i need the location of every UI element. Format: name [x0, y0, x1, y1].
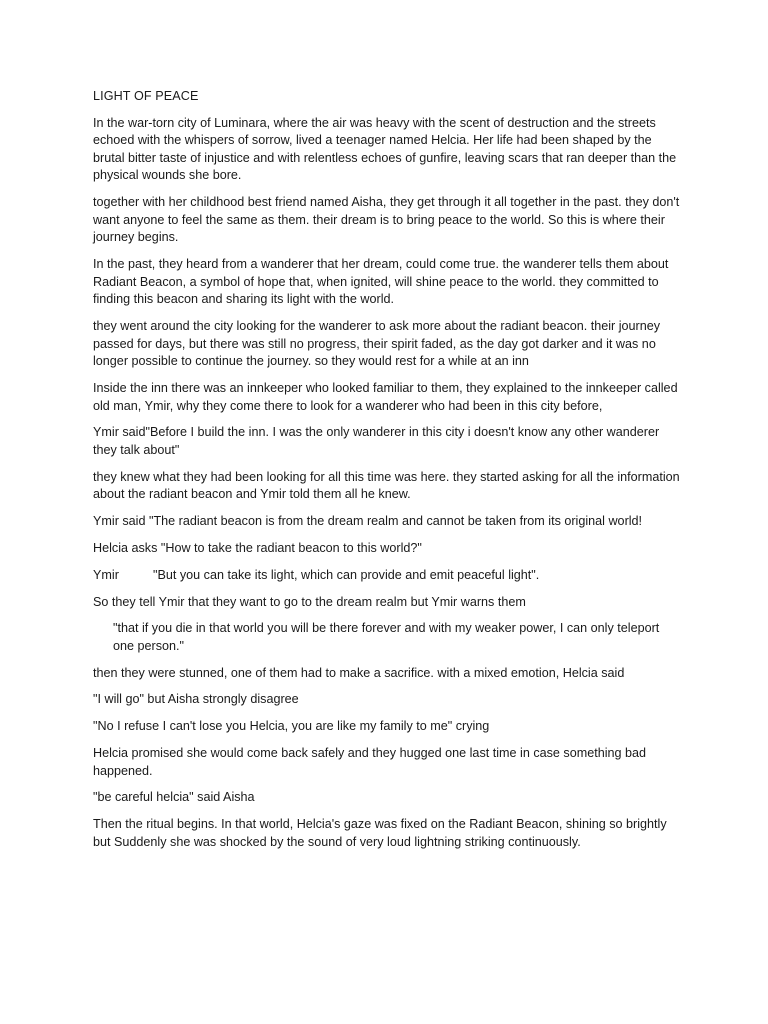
paragraph: Ymir said "The radiant beacon is from the dream realm and cannot be taken from its original world!	[93, 514, 643, 529]
paragraph: In the war-torn city of Luminara, where the air was heavy with the scent of destruction and the streets echoed with the whispers of sorrow, lived a teenager named Helcia. Her life had been shaped by the brutal bitter taste of injustice and with relentless echoes of gunfire, leaving scars that ran deeper than the physical wounds she bore.	[93, 115, 680, 183]
paragraph: Ymir said"Before I build the inn. I was the only wanderer in this city i doesn't know any other wanderer they talk about"	[93, 425, 663, 458]
paragraph: they knew what they had been looking for all this time was here. they started asking for all the information about the radiant beacon and Ymir told them all he knew.	[93, 469, 684, 502]
paragraph: then they were stunned, one of them had to make a sacrifice. with a mixed emotion, Helcia said	[93, 665, 625, 680]
paragraph: Helcia asks "How to take the radiant beacon to this world?"	[93, 540, 422, 555]
paragraph: "No I refuse I can't lose you Helcia, you are like my family to me" crying	[93, 719, 490, 734]
indented-quote: "that if you die in that world you will be there forever and with my weaker power, I can only teleport one person."	[113, 621, 663, 653]
paragraph: In the past, they heard from a wanderer that her dream, could come true. the wanderer tells them about Radiant Beacon, a symbol of hope that, when ignited, will shine peace to the world. they committed to finding this beacon and sharing its light with the world.	[93, 257, 672, 307]
paragraph: Then the ritual begins. In that world, Helcia's gaze was fixed on the Radiant Beacon, shining so brightly but Suddenly she was shocked by the sound of very loud lightning striking continuously.	[93, 817, 671, 849]
paragraph: together with her childhood best friend named Aisha, they get through it all together in the past. they don't want anyone to feel the same as them. their dream is to bring peace to the world. So this is where their journey begins.	[93, 195, 683, 245]
paragraph: Helcia promised she would come back safely and they hugged one last time in case something bad happened.	[93, 746, 650, 778]
paragraph: "be careful helcia" said Aisha	[93, 790, 255, 805]
document-title: LIGHT OF PEACE	[93, 89, 199, 103]
dialogue-speaker: Ymir	[93, 567, 119, 582]
dialogue-text: "But you can take its light, which can provide and emit peaceful light".	[153, 567, 540, 582]
paragraph: So they tell Ymir that they want to go to the dream realm but Ymir warns them	[93, 594, 526, 609]
document-page	[93, 88, 683, 861]
dialogue-line	[93, 567, 683, 585]
paragraph: Inside the inn there was an innkeeper who looked familiar to them, they explained to the innkeeper called old man, Ymir, why they come there to look for a wanderer who had been in this city before,	[93, 381, 682, 413]
paragraph: "I will go" but Aisha strongly disagree	[93, 692, 299, 707]
paragraph: they went around the city looking for the wanderer to ask more about the radiant beacon. their journey passed for days, but there was still no progress, their spirit faded, as the day got darker and it was no longer possible to continue the journey. so they would rest for a while at an inn	[93, 319, 664, 369]
